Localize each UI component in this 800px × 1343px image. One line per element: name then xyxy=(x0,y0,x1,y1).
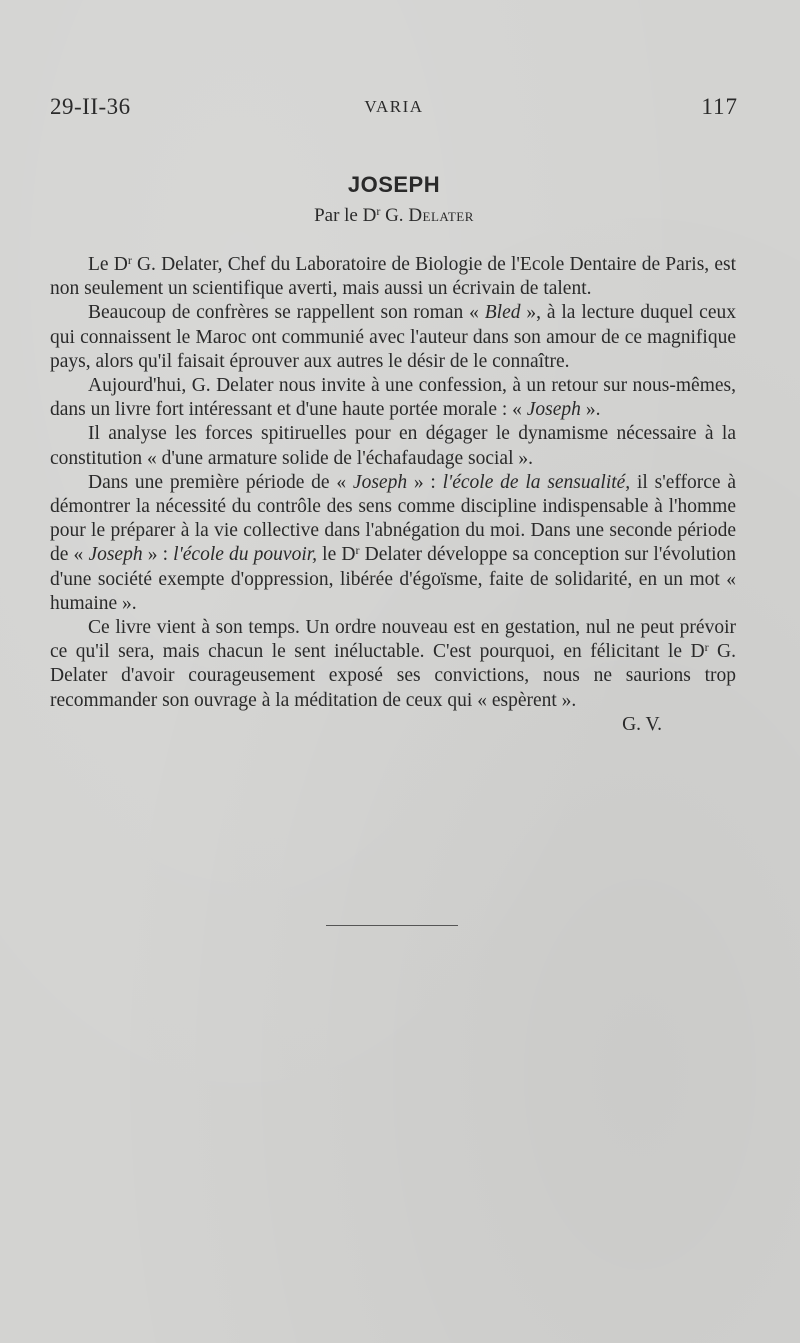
header-section: VARIA xyxy=(364,97,424,116)
p2-title-bled: Bled xyxy=(484,302,521,324)
byline-sup: r xyxy=(376,204,381,218)
paragraph-1 xyxy=(50,253,736,301)
p2-text-b: », à la lecture duquel ceux qui connaissent le Maroc ont communié avec l'auteur dans son amour de ce magnifique pays, alors qu'il faisait éprouver aux autres le désir de le connaître. xyxy=(50,302,736,372)
p1-text-b: G. Delater, Chef du Laboratoire de Biologie de l'Ecole Dentaire de Paris, est non seulement un scientifique averti, mais aussi un écrivain de talent. xyxy=(50,254,736,300)
p3-text-b: ». xyxy=(580,399,601,421)
page-number: 117 xyxy=(701,94,738,119)
p5-em-joseph-2: Joseph xyxy=(88,544,143,566)
paragraph-4: Il analyse les forces spitiruelles pour en dégager le dynamisme nécessaire à la constitution « d'une armature solide de l'échafaudage social ». xyxy=(50,423,736,469)
p5-em-pouvoir: l'école du pouvoir, xyxy=(173,544,318,566)
paragraph-3 xyxy=(50,374,736,422)
p5-text-d: » : xyxy=(142,544,174,566)
byline-name: Delater xyxy=(408,205,474,226)
p5-em-joseph-1: Joseph xyxy=(352,471,408,493)
p2-text-a: Beaucoup de confrères se rappellent son roman « xyxy=(88,302,485,324)
p5-em-sensualite: l'école de la sensualité, xyxy=(442,471,631,493)
p5-text-a: Dans une première période de « xyxy=(88,471,353,493)
p5-text-e: le D xyxy=(317,544,356,566)
p5-text-f: Delater développe sa conception sur l'évolution d'une société exempte d'oppression, libérée d'égoïsme, faite de solidarité, en un mot « humaine ». xyxy=(50,544,737,614)
byline-prefix: Par le D xyxy=(314,205,377,226)
p3-text-a: Aujourd'hui, G. Delater nous invite à une confession, à un retour sur nous-mêmes, dans un livre fort intéressant et d'une haute portée morale : « xyxy=(50,375,736,421)
running-header xyxy=(50,94,738,124)
p6-text-a: Ce livre vient à son temps. Un ordre nouveau est en gestation, nul ne peut prévoir ce qu'il sera, mais chacun le sent inéluctable. C'est pourquoi, en félicitant le D xyxy=(50,617,736,663)
article-byline xyxy=(0,205,788,227)
article-body xyxy=(50,253,736,737)
signature: G. V. xyxy=(622,713,662,735)
paragraph-2 xyxy=(50,301,736,374)
section-divider xyxy=(326,925,458,926)
p3-title-joseph: Joseph xyxy=(526,399,581,421)
byline-initial: G. xyxy=(380,205,409,226)
p6-text-b: G. Delater d'avoir courageusement exposé ses convictions, nous ne saurions trop recommander son ouvrage à la méditation de ceux qui « espèrent ». xyxy=(50,641,736,711)
p5-text-b: » : xyxy=(407,471,443,493)
header-date: 29-II-36 xyxy=(50,94,131,119)
p5-sup: r xyxy=(355,543,360,558)
paragraph-6 xyxy=(50,616,736,713)
p1-sup: r xyxy=(127,253,132,267)
p1-text-a: Le D xyxy=(88,254,128,275)
p5-text-c: il s'efforce à démontrer la nécessité du contrôle des sens comme discipline indispensable à l'homme pour le préparer à la vie collective dans l'abnégation du moi. Dans une seconde période de « xyxy=(50,471,737,566)
p6-sup: r xyxy=(704,640,709,655)
paragraph-5 xyxy=(50,471,736,616)
article-title: JOSEPH xyxy=(347,172,441,197)
